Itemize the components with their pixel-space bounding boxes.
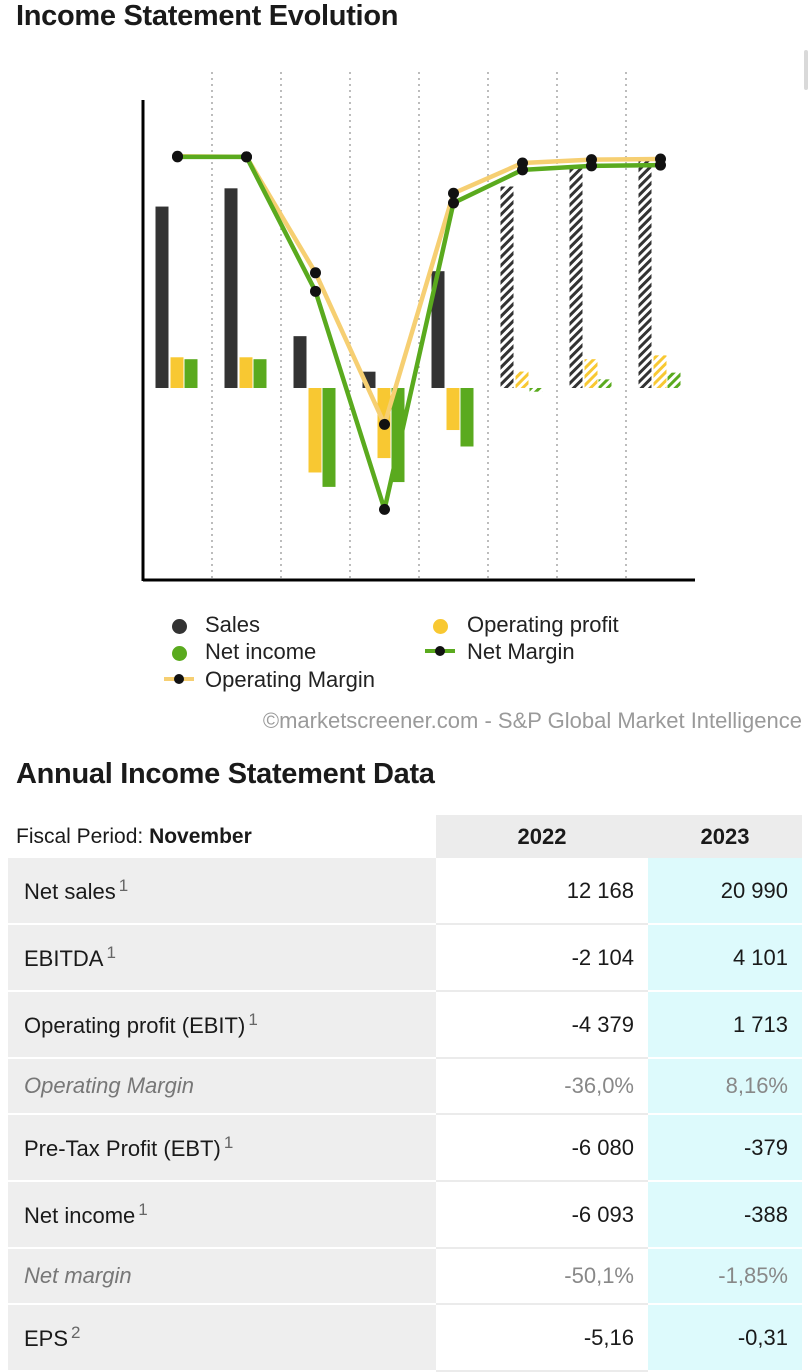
fiscal-period-value: November (149, 824, 252, 848)
row-label-text: Net income (24, 1203, 136, 1228)
net-margin-point (379, 504, 390, 515)
row-label-text: Net sales (24, 879, 116, 904)
cell-value-2022: -36,0% (436, 1058, 648, 1114)
net-income-bar (254, 359, 267, 388)
row-label (8, 1058, 436, 1114)
legend-sales-marker (172, 619, 187, 634)
footnote-marker[interactable]: 1 (248, 1010, 258, 1029)
sales-bar (225, 188, 238, 388)
operating-margin-point (448, 188, 459, 199)
net-income-bar (530, 388, 543, 392)
sales-bar (570, 167, 583, 388)
row-label (8, 1181, 436, 1248)
footnote-marker[interactable]: 2 (71, 1323, 81, 1342)
cell-value-2022: -5,16 (436, 1304, 648, 1371)
cell-value-2023: 20 990 (648, 858, 802, 924)
legend-operating-profit-marker (433, 619, 448, 634)
year-header-2023[interactable]: 2023 (648, 815, 802, 858)
table-row (8, 1304, 802, 1371)
income-chart (0, 60, 810, 600)
sales-bar (501, 186, 514, 388)
cell-value-2023: -379 (648, 1114, 802, 1181)
legend-operating-margin-icon (164, 671, 194, 687)
net-margin-point (241, 151, 252, 162)
footnote-marker[interactable]: 1 (138, 1200, 148, 1219)
table-row (8, 991, 802, 1058)
legend-net-margin-label[interactable]: Net Margin (467, 639, 575, 664)
net-income-bar (668, 373, 681, 388)
cell-value-2022: -2 104 (436, 924, 648, 991)
source-credit[interactable]: ©marketscreener.com - S&P Global Market Intelligence (262, 708, 802, 733)
row-label-text: Operating Margin (24, 1073, 194, 1098)
operating-profit-bar (516, 372, 529, 388)
row-label-text: EPS (24, 1326, 69, 1351)
income-table (8, 815, 802, 1372)
table-row (8, 1181, 802, 1248)
sales-bar (639, 158, 652, 388)
chart-legend (0, 608, 810, 698)
year-header-2022[interactable]: 2022 (436, 815, 648, 858)
table-row (8, 858, 802, 924)
operating-profit-bar (171, 357, 184, 388)
footnote-marker[interactable]: 1 (118, 876, 129, 895)
operating-profit-bar (585, 359, 598, 388)
net-margin-point (172, 151, 183, 162)
operating-margin-point (310, 267, 321, 278)
operating-profit-bar (309, 388, 322, 472)
sales-bar (156, 207, 169, 388)
row-label (8, 991, 436, 1058)
fiscal-period-cell (8, 815, 436, 858)
row-label (8, 1248, 436, 1304)
net-income-bar (323, 388, 336, 487)
cell-value-2023: -388 (648, 1181, 802, 1248)
net-margin-point (655, 160, 666, 171)
cell-value-2022: -6 093 (436, 1181, 648, 1248)
row-label-text: Pre-Tax Profit (EBT) (24, 1136, 221, 1161)
legend-net-margin-icon (425, 643, 455, 659)
net-margin-point (586, 160, 597, 171)
cell-value-2022: 12 168 (436, 858, 648, 924)
row-label (8, 858, 436, 924)
fiscal-period-label: Fiscal Period: (16, 824, 144, 848)
table-header-row (8, 815, 802, 858)
table-row (8, 1248, 802, 1304)
net-margin-point (517, 164, 528, 175)
row-label (8, 924, 436, 991)
table-row (8, 1114, 802, 1181)
table-row (8, 1058, 802, 1114)
footnote-marker[interactable]: 1 (223, 1133, 234, 1152)
row-label-text: Operating profit (EBIT) (24, 1013, 246, 1038)
table-row (8, 924, 802, 991)
net-margin-point (448, 197, 459, 208)
cell-value-2023: -1,85% (648, 1248, 802, 1304)
row-label-text: Net margin (24, 1263, 132, 1288)
cell-value-2022: -6 080 (436, 1114, 648, 1181)
cell-value-2022: -4 379 (436, 991, 648, 1058)
row-label (8, 1304, 436, 1371)
cell-value-2023: 8,16% (648, 1058, 802, 1114)
net-income-bar (185, 359, 198, 388)
footnote-marker[interactable]: 1 (106, 943, 116, 962)
legend-sales-label[interactable]: Sales (205, 612, 261, 637)
legend-net-income-label[interactable]: Net income (205, 639, 317, 664)
operating-profit-bar (240, 357, 253, 388)
legend-net-income-marker (172, 646, 187, 661)
cell-value-2023: 1 713 (648, 991, 802, 1058)
row-label-text: EBITDA (24, 946, 104, 971)
legend-operating-profit-label[interactable]: Operating profit (467, 612, 619, 637)
legend-operating-margin-label[interactable]: Operating Margin (205, 667, 375, 692)
chart-title: Income Statement Evolution (16, 0, 399, 32)
net-income-bar (461, 388, 474, 446)
cell-value-2022: -50,1% (436, 1248, 648, 1304)
cell-value-2023: 4 101 (648, 924, 802, 991)
operating-profit-bar (654, 355, 667, 388)
cell-value-2023: -0,31 (648, 1304, 802, 1371)
sales-bar (294, 336, 307, 388)
operating-profit-bar (447, 388, 460, 430)
row-label (8, 1114, 436, 1181)
net-income-bar (599, 379, 612, 388)
net-margin-point (310, 286, 321, 297)
table-title: Annual Income Statement Data (16, 758, 435, 790)
operating-margin-point (379, 419, 390, 430)
